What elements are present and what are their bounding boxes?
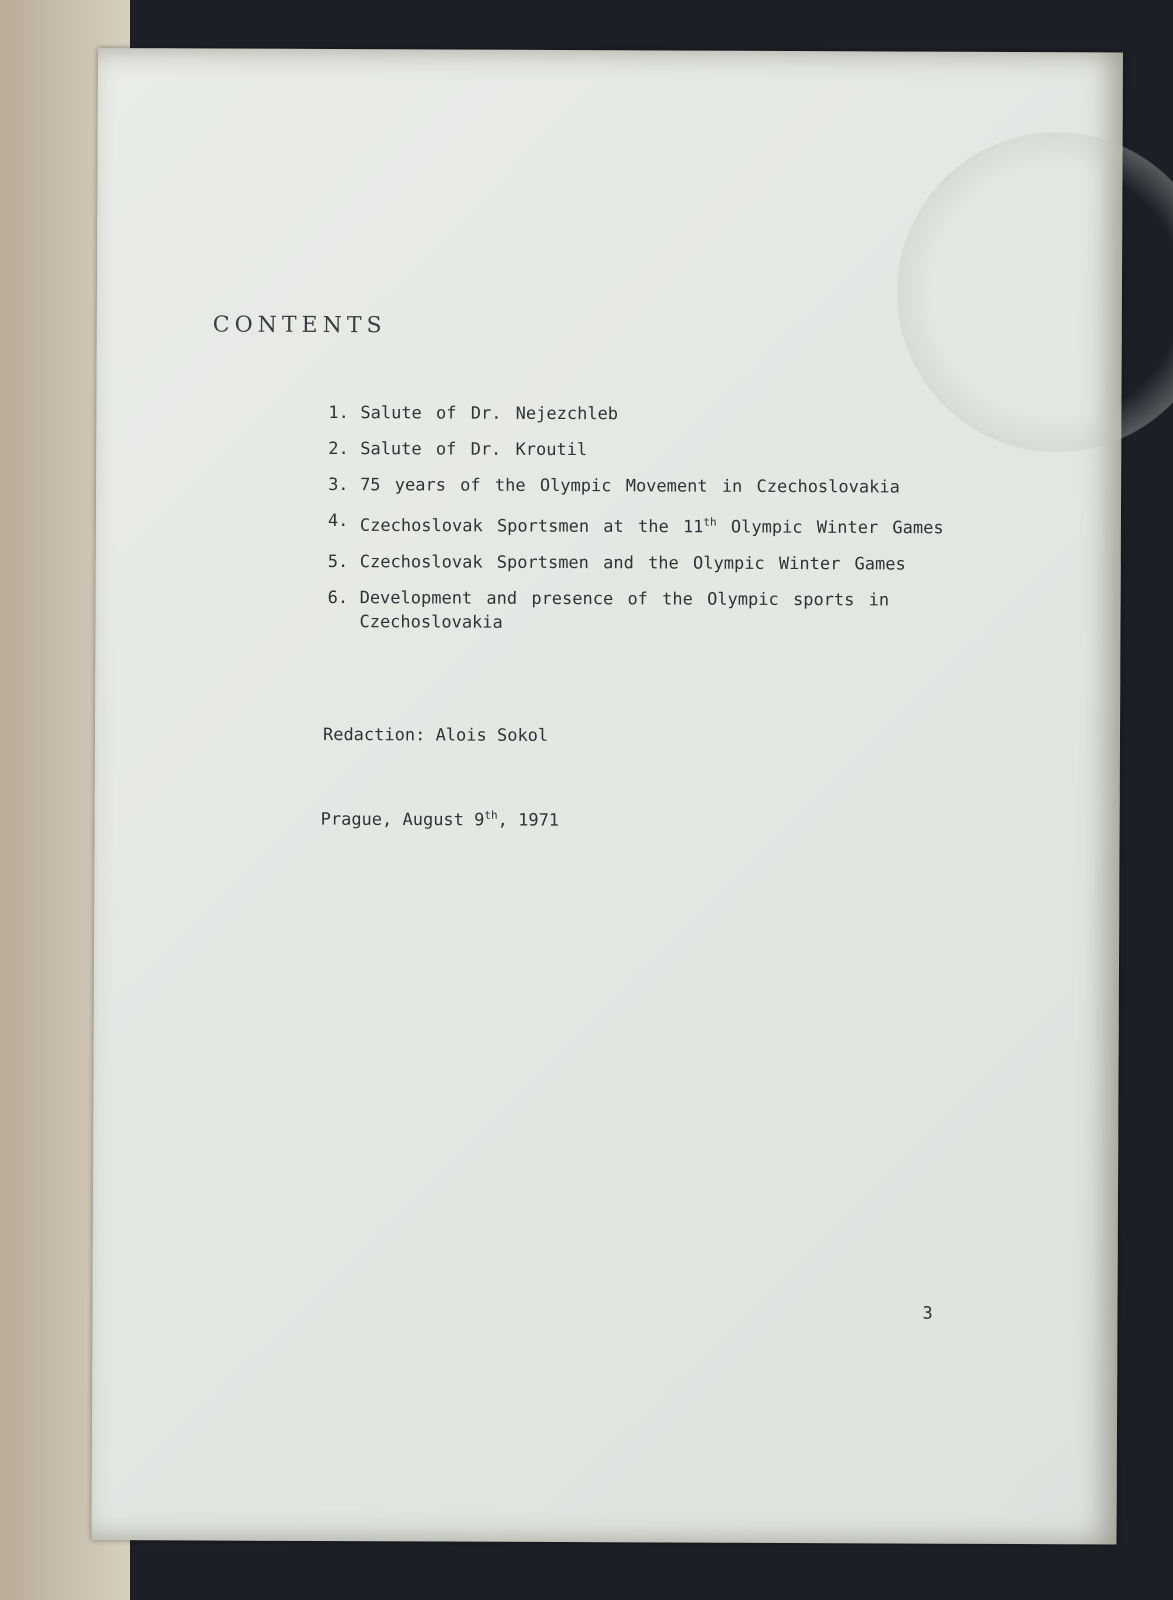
toc-item-title: Czechoslovak Sportsmen and the Olympic Winter Games bbox=[359, 551, 906, 575]
contents-heading: CONTENTS bbox=[212, 312, 387, 339]
toc-item-title: 75 years of the Olympic Movement in Czechoslovakia bbox=[360, 475, 900, 498]
toc-item-number: 5. bbox=[327, 551, 349, 572]
place-and-date bbox=[321, 808, 560, 831]
toc-item-number: 2. bbox=[328, 439, 349, 460]
toc-item-5 bbox=[328, 550, 968, 577]
toc-item-title bbox=[360, 509, 968, 540]
toc-item-6 bbox=[327, 586, 967, 637]
page-number: 3 bbox=[922, 1303, 933, 1324]
redaction-credit: Redaction: Alois Sokol bbox=[322, 724, 549, 746]
toc-item-title: Development and presence of the Olympic sports in Czechoslovakia bbox=[359, 587, 890, 633]
toc-item-number: 6. bbox=[327, 587, 349, 608]
place-date-part: Prague, August 9 bbox=[320, 809, 485, 831]
ordinal-suffix: th bbox=[703, 515, 717, 529]
table-of-contents bbox=[327, 401, 968, 648]
toc-item-title-part: Olympic Winter Games bbox=[716, 517, 944, 539]
toc-item-number: 4. bbox=[327, 511, 349, 532]
toc-item-title: Salute of Dr. Nejezchleb bbox=[360, 403, 619, 425]
toc-item-number: 3. bbox=[328, 475, 349, 496]
place-date-part: , 1971 bbox=[497, 810, 560, 831]
toc-item-4 bbox=[328, 509, 968, 540]
document-page bbox=[91, 48, 1123, 1544]
toc-item-1 bbox=[328, 401, 968, 428]
toc-item-title-part: Czechoslovak Sportsmen at the 11 bbox=[359, 515, 704, 538]
toc-item-title: Salute of Dr. Kroutil bbox=[360, 439, 588, 461]
toc-item-number: 1. bbox=[328, 403, 349, 424]
toc-item-2 bbox=[328, 437, 968, 464]
toc-item-3 bbox=[328, 473, 968, 500]
ordinal-suffix: th bbox=[484, 808, 498, 822]
